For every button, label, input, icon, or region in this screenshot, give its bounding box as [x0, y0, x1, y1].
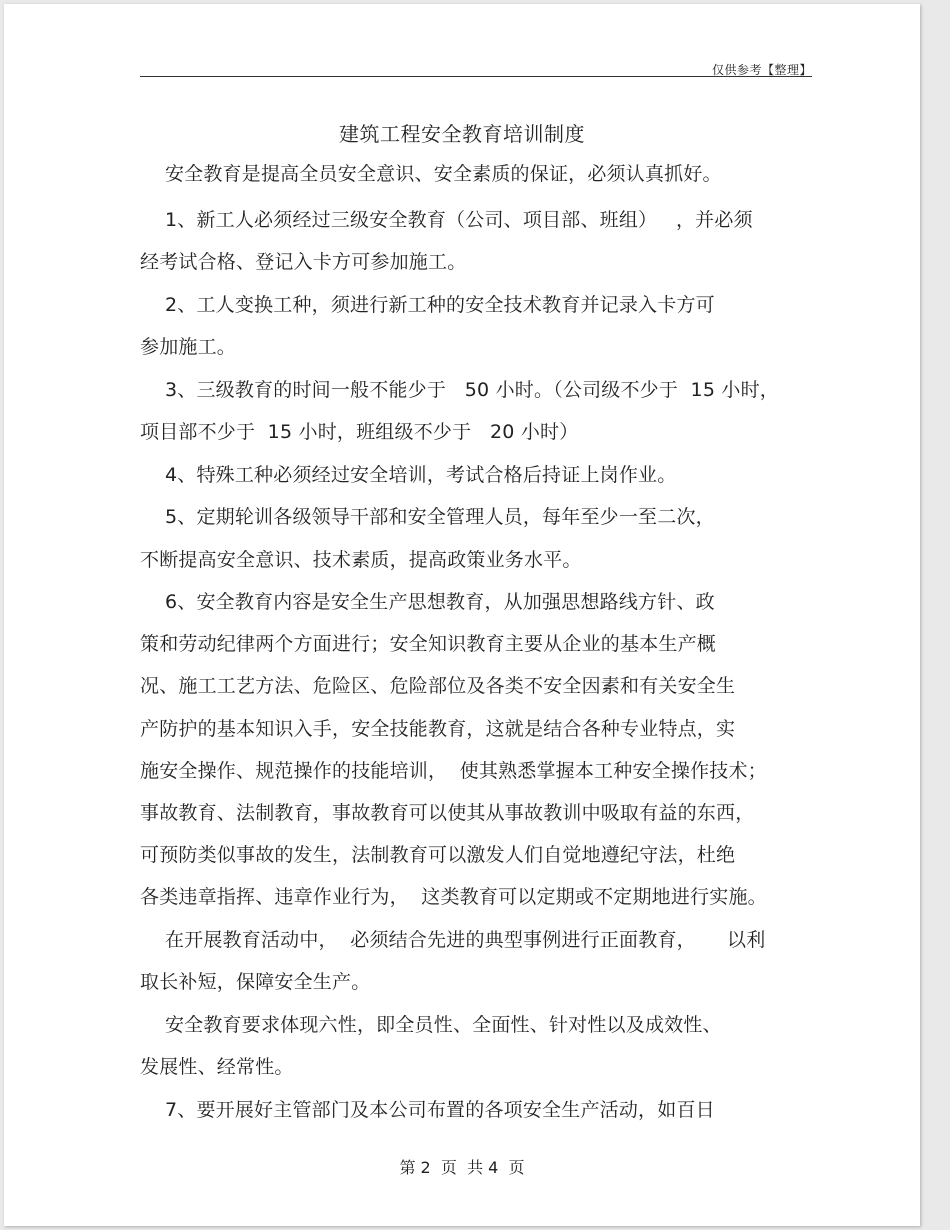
body-line: 策和劳动纪律两个方面进行；安全知识教育主要从企业的基本生产概	[140, 633, 717, 655]
body-line: 在开展教育活动中， 必须结合先进的典型事例进行正面教育， 以利	[140, 929, 766, 951]
body-line: 经考试合格、登记入卡方可参加施工。	[140, 251, 467, 273]
body-line: 项目部不少于 15 小时，班组级不少于 20 小时）	[140, 421, 579, 443]
page-number: 第 2 页 共 4 页	[399, 1158, 525, 1177]
body-line: 参加施工。	[140, 336, 237, 358]
document-title: 建筑工程安全教育培训制度	[339, 122, 585, 146]
body-line: 2、工人变换工种，须进行新工种的安全技术教育并记录入卡方可	[140, 294, 715, 316]
body-line: 不断提高安全意识、技术素质，提高政策业务水平。	[140, 549, 582, 571]
body-line: 4、特殊工种必须经过安全培训，考试合格后持证上岗作业。	[140, 464, 677, 486]
body-line: 安全教育要求体现六性，即全员性、全面性、针对性以及成效性、	[140, 1014, 722, 1036]
header-note: 仅供参考【整理】	[711, 63, 812, 77]
body-line: 7、要开展好主管部门及本公司布置的各项安全生产活动，如百日	[140, 1099, 715, 1121]
body-line: 5、定期轮训各级领导干部和安全管理人员，每年至少一至二次，	[140, 506, 715, 528]
body-line: 各类违章指挥、违章作业行为， 这类教育可以定期或不定期地进行实施。	[140, 886, 767, 908]
body-line: 3、三级教育的时间一般不能少于 50 小时。（公司级不少于 15 小时，	[140, 379, 779, 401]
body-line: 发展性、经常性。	[140, 1056, 294, 1078]
body-line: 施安全操作、规范操作的技能培训， 使其熟悉掌握本工种安全操作技术；	[140, 760, 767, 782]
body-line: 事故教育、法制教育，事故教育可以使其从事故教训中吸取有益的东西，	[140, 802, 755, 824]
body-line: 6、安全教育内容是安全生产思想教育，从加强思想路线方针、政	[140, 591, 715, 613]
body-line: 可预防类似事故的发生，法制教育可以激发人们自觉地遵纪守法，杜绝	[140, 844, 736, 866]
body-line: 安全教育是提高全员安全意识、安全素质的保证，必须认真抓好。	[140, 163, 722, 185]
document-page	[4, 4, 920, 1226]
body-line: 1、新工人必须经过三级安全教育（公司、项目部、班组） ，并必须	[140, 209, 753, 231]
header-divider	[140, 76, 812, 77]
body-line: 取长补短，保障安全生产。	[140, 971, 371, 993]
body-line: 况、施工工艺方法、危险区、危险部位及各类不安全因素和有关安全生	[140, 675, 736, 697]
body-line: 产防护的基本知识入手，安全技能教育，这就是结合各种专业特点，实	[140, 718, 736, 740]
